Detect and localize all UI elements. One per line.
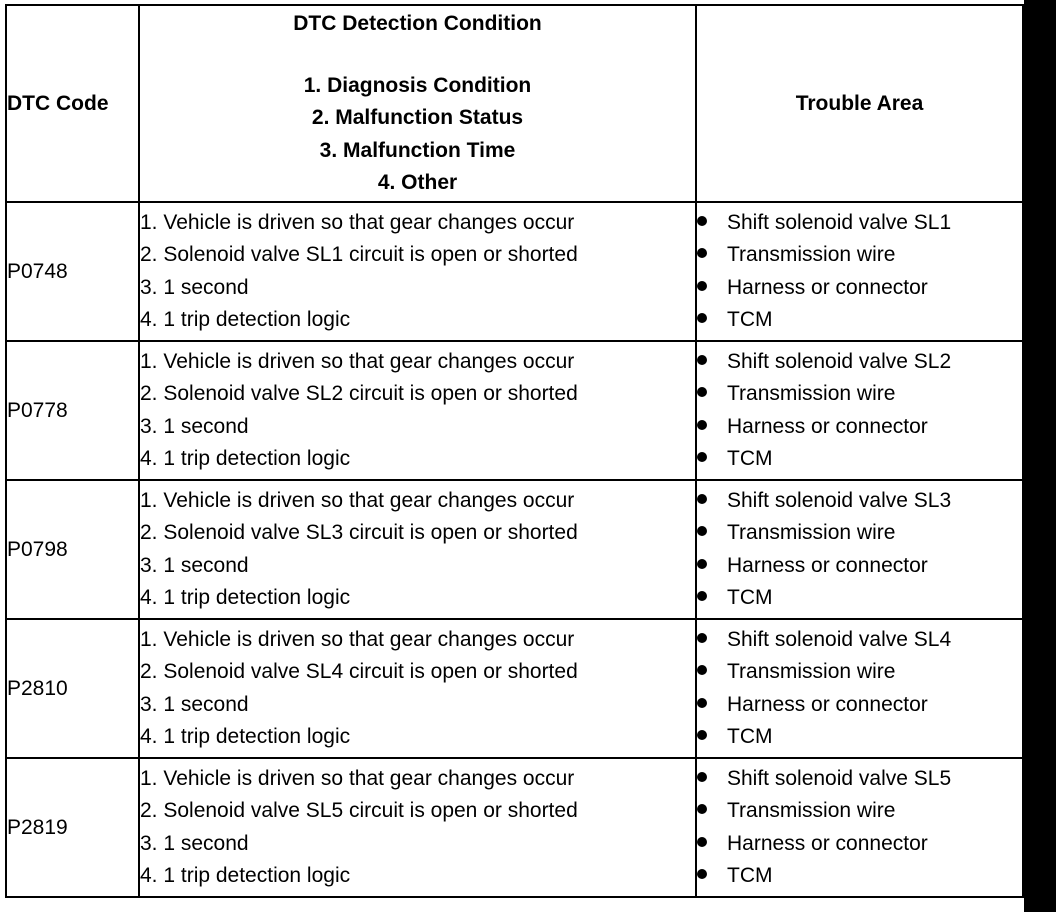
trouble-area-item: Shift solenoid valve SL4 — [697, 624, 1022, 657]
condition-line: 4. 1 trip detection logic — [140, 308, 351, 331]
trouble-area-item: Harness or connector — [697, 550, 1022, 583]
trouble-area-item: TCM — [697, 443, 1022, 476]
condition-line: 2. Solenoid valve SL2 circuit is open or shorted — [140, 382, 578, 405]
condition-line: 3. 1 second — [140, 275, 249, 299]
condition-line: 2. Solenoid valve SL4 circuit is open or shorted — [140, 660, 578, 683]
condition-line: 4. 1 trip detection logic — [140, 447, 351, 470]
trouble-area-cell — [696, 758, 1023, 897]
trouble-area-cell — [696, 202, 1023, 341]
trouble-area-item: TCM — [697, 582, 1022, 615]
dtc-table — [5, 4, 1024, 898]
trouble-area-item: Transmission wire — [697, 656, 1022, 689]
header-trouble-area: Trouble Area — [696, 5, 1023, 202]
bullet-icon — [697, 355, 707, 365]
condition-line: 1. Vehicle is driven so that gear changes occur — [140, 766, 575, 790]
trouble-area-item: Transmission wire — [697, 239, 1022, 272]
table-row — [6, 341, 1023, 480]
bullet-icon — [697, 452, 707, 462]
table-row — [6, 202, 1023, 341]
condition-line: 4. 1 trip detection logic — [140, 725, 351, 748]
dtc-code-cell: P2810 — [6, 619, 139, 758]
header-condition-item: 2. Malfunction Status — [311, 106, 524, 129]
trouble-area-item: Harness or connector — [697, 272, 1022, 305]
trouble-area-item: Transmission wire — [697, 517, 1022, 550]
trouble-area-cell — [696, 619, 1023, 758]
trouble-area-item: Transmission wire — [697, 378, 1022, 411]
dtc-code-cell: P0798 — [6, 480, 139, 619]
condition-cell — [139, 480, 696, 619]
bullet-icon — [697, 420, 707, 430]
trouble-area-item: Shift solenoid valve SL1 — [697, 207, 1022, 240]
trouble-area-item: Harness or connector — [697, 689, 1022, 722]
condition-line: 3. 1 second — [140, 831, 249, 855]
bullet-icon — [697, 526, 707, 536]
bullet-icon — [697, 591, 707, 601]
trouble-area-item: Harness or connector — [697, 828, 1022, 861]
bullet-icon — [697, 665, 707, 675]
condition-cell — [139, 619, 696, 758]
condition-line: 3. 1 second — [140, 414, 249, 438]
trouble-area-cell — [696, 480, 1023, 619]
bullet-icon — [697, 494, 707, 504]
bullet-icon — [697, 281, 707, 291]
trouble-area-item: Shift solenoid valve SL5 — [697, 763, 1022, 796]
header-condition-item: 3. Malfunction Time — [319, 138, 516, 162]
condition-line: 4. 1 trip detection logic — [140, 864, 351, 887]
bullet-icon — [697, 216, 707, 226]
condition-line: 4. 1 trip detection logic — [140, 586, 351, 609]
table-row — [6, 758, 1023, 897]
condition-line: 2. Solenoid valve SL1 circuit is open or shorted — [140, 243, 578, 266]
bullet-icon — [697, 248, 707, 258]
table-row — [6, 619, 1023, 758]
bullet-icon — [697, 559, 707, 569]
dtc-code-cell: P0748 — [6, 202, 139, 341]
condition-line: 1. Vehicle is driven so that gear changes occur — [140, 488, 575, 512]
condition-cell — [139, 341, 696, 480]
condition-line: 1. Vehicle is driven so that gear changes occur — [140, 210, 575, 234]
bullet-icon — [697, 633, 707, 643]
dtc-code-cell: P0778 — [6, 341, 139, 480]
condition-line: 3. 1 second — [140, 692, 249, 716]
bullet-icon — [697, 698, 707, 708]
table-row — [6, 480, 1023, 619]
condition-line: 1. Vehicle is driven so that gear changes occur — [140, 627, 575, 651]
condition-line: 1. Vehicle is driven so that gear changes occur — [140, 349, 575, 373]
condition-cell — [139, 758, 696, 897]
header-condition-item: 4. Other — [377, 171, 458, 194]
header-detection-condition — [139, 5, 696, 202]
bullet-icon — [697, 730, 707, 740]
trouble-area-item: TCM — [697, 860, 1022, 893]
header-condition-title: DTC Detection Condition — [293, 11, 542, 35]
condition-cell — [139, 202, 696, 341]
trouble-area-cell — [696, 341, 1023, 480]
trouble-area-item: Shift solenoid valve SL2 — [697, 346, 1022, 379]
bullet-icon — [697, 313, 707, 323]
dtc-code-cell: P2819 — [6, 758, 139, 897]
header-condition-item: 1. Diagnosis Condition — [303, 73, 532, 97]
condition-line: 3. 1 second — [140, 553, 249, 577]
header-dtc-code: DTC Code — [6, 5, 139, 202]
trouble-area-item: Transmission wire — [697, 795, 1022, 828]
bullet-icon — [697, 387, 707, 397]
trouble-area-item: TCM — [697, 721, 1022, 754]
condition-line: 2. Solenoid valve SL3 circuit is open or shorted — [140, 521, 578, 544]
header-row — [6, 5, 1023, 202]
trouble-area-item: Shift solenoid valve SL3 — [697, 485, 1022, 518]
trouble-area-item: Harness or connector — [697, 411, 1022, 444]
trouble-area-item: TCM — [697, 304, 1022, 337]
bullet-icon — [697, 869, 707, 879]
condition-line: 2. Solenoid valve SL5 circuit is open or shorted — [140, 799, 578, 822]
right-edge-bar — [1024, 0, 1056, 912]
bullet-icon — [697, 804, 707, 814]
bullet-icon — [697, 837, 707, 847]
bullet-icon — [697, 772, 707, 782]
